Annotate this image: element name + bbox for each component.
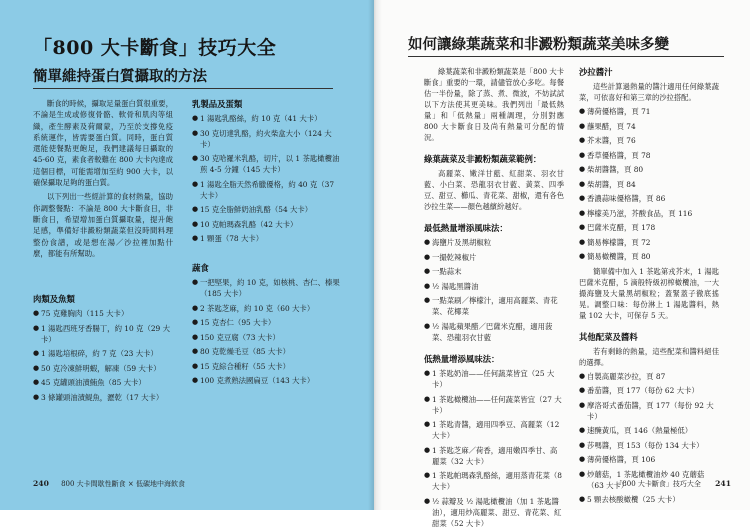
page-number: 241 xyxy=(715,479,731,488)
list-item xyxy=(33,348,171,359)
bullet-icon: ● xyxy=(192,278,199,286)
title-divider xyxy=(33,88,333,89)
meat-section xyxy=(33,293,171,406)
list-item xyxy=(424,237,564,248)
min-cal-heading: 最低熱量增添風味法： xyxy=(424,223,508,233)
list-item xyxy=(192,219,340,230)
bullet-icon: ● xyxy=(424,445,431,454)
list-item xyxy=(192,113,340,124)
list-item xyxy=(579,222,719,233)
item-text: 100 克煮熟法國扁豆（143 大卡） xyxy=(200,376,315,385)
list-item xyxy=(579,371,719,382)
list-item xyxy=(33,392,171,403)
bullet-icon: ● xyxy=(424,496,431,505)
item-text: 香草優格醬，頁 78 xyxy=(587,150,651,160)
list-item xyxy=(192,128,340,150)
page-number: 240 xyxy=(33,479,49,488)
other-intro: 若有剩餘的熱量，這些配菜和醬料絕佳的選擇。 xyxy=(579,346,719,367)
item-text: 1 茶匙橄欖油——任何蔬菜皆宜（27 大卡） xyxy=(432,394,562,415)
list-item xyxy=(192,332,340,343)
item-text: 檸檬美乃滋，芥酸食品，頁 116 xyxy=(587,208,693,218)
chapter-title: 「800 大卡斷食」技巧大全 xyxy=(33,37,277,59)
item-text: 1 茶匙青醬，適用四季豆、高麗菜（12 大卡） xyxy=(432,420,560,440)
item-text: 蘸果醋，頁 74 xyxy=(587,121,636,131)
list-item xyxy=(579,237,719,248)
list-item xyxy=(579,251,719,262)
bullet-icon: ● xyxy=(579,371,586,380)
bullet-icon: ● xyxy=(192,318,199,326)
right-footer xyxy=(615,479,731,489)
bullet-icon: ● xyxy=(424,252,431,261)
item-text: 1 顆蛋（78 大卡） xyxy=(200,234,264,243)
intro-paragraph: 斷食的時候，攝取足量蛋白質很重要，不論是生成或修復骨骼、軟骨和肌肉等組織，產生酵素及荷爾蒙，乃至於支撐免疫系統運作，皆需要蛋白質。同時，蛋白質還能使餐點更飽足，我們建議每日攝取的 45-60 克，素食者較難在 800 大卡內達成這個目標，可能需增加至約 900 大卡，以確保攝取足夠的蛋白質。 xyxy=(33,99,173,188)
list-item xyxy=(424,394,564,416)
list-item xyxy=(192,277,340,299)
dips-intro: 這些計算過熱量的醬汁適用任何綠葉蔬菜，可依喜好和第三章的沙拉搭配。 xyxy=(579,82,719,102)
list-item xyxy=(192,153,340,175)
bullet-icon: ● xyxy=(192,303,199,312)
item-text: 10 克帕瑪森乳酪（42 大卡） xyxy=(200,219,298,229)
right-page-title: 如何讓綠葉蔬菜和非澱粉類蔬菜美味多變 xyxy=(408,36,669,53)
bullet-icon: ● xyxy=(33,323,40,332)
spacer xyxy=(424,346,564,353)
veg-heading: 蔬食 xyxy=(192,263,209,273)
right-intro: 綠葉蔬菜和非澱粉類蔬菜是「800 大卡斷食」重要的一環，請儘管放心多吃。每餐估一半份量，除了蒸、煮、微波，不妨試試以下方法使其更美味。我們列出「最低熱量」和「低熱量」兩種調理，分別對應 800 大卡斷食日及尚有熱量可分配的情況。 xyxy=(424,67,564,142)
bullet-icon: ● xyxy=(33,363,40,372)
list-item xyxy=(192,204,340,215)
bullet-icon: ● xyxy=(579,150,586,159)
bullet-icon: ● xyxy=(579,136,586,144)
bullet-icon: ● xyxy=(579,386,586,394)
item-text: 薄荷優格醬，頁 71 xyxy=(587,107,651,116)
item-text: 1 湯匙全脂天然希臘優格，約 40 克（37 大卡） xyxy=(200,179,335,200)
item-text: 簡易檸檬醬，頁 72 xyxy=(587,237,651,247)
list-item xyxy=(424,419,564,441)
list-item xyxy=(192,346,340,357)
bullet-icon: ● xyxy=(579,208,586,217)
bullet-icon: ● xyxy=(424,420,431,428)
item-text: 一點蒜末 xyxy=(432,267,462,276)
list-item xyxy=(579,121,719,132)
list-item xyxy=(192,361,340,372)
bullet-icon: ● xyxy=(424,238,431,246)
meat-heading: 肉類及魚類 xyxy=(33,294,75,304)
item-text: 15 克綜合種籽（55 大卡） xyxy=(200,361,291,371)
veg-section xyxy=(192,262,340,390)
list-item xyxy=(579,135,719,146)
leafy-heading: 綠葉蔬菜及非澱粉類蔬菜範例： xyxy=(424,154,542,164)
item-text: 1 茶匙芝麻／荷香，適用嫩四季甘、高麗菜（32 大卡） xyxy=(432,445,558,466)
item-text: ½ 蒜瓣及 ½ 湯匙橄欖油（加 1 茶匙醬油），適用炒高麗菜、甜豆、青花菜、紅甜菜（52 大卡） xyxy=(432,496,562,528)
list-item xyxy=(424,368,564,390)
bullet-icon: ● xyxy=(192,128,199,137)
list-item xyxy=(579,164,719,175)
list-item xyxy=(579,106,719,117)
item-text: 一點菜刷／檸檬汁，適用高麗菜、青花菜、花椰菜 xyxy=(432,296,558,316)
item-text: ½ 湯匙黑醬油 xyxy=(432,281,479,291)
bullet-icon: ● xyxy=(579,426,586,434)
list-item xyxy=(33,363,171,374)
right-column-2 xyxy=(579,66,719,509)
item-text: 30 克哈羅米乳酪，切片，以 1 茶匙橄欖油煎 4-5 分鐘（145 大卡） xyxy=(200,154,340,174)
bullet-icon: ● xyxy=(424,281,431,290)
bullet-icon: ● xyxy=(192,179,199,188)
list-item xyxy=(579,385,719,396)
leafy-text: 高麗菜、嫩洋甘藍、紅甜菜、羽衣甘藍、小白菜、恐龍羽衣甘藍、黃菜、四季豆、甜豆、櫛瓜、青花菜、甜椒，還有各色沙拉生菜——顏色越繽紛越好。 xyxy=(424,169,564,211)
list-item xyxy=(579,440,719,451)
bullet-icon: ● xyxy=(192,114,199,122)
dressing-text: 簡單備中加入 1 茶匙第戎芥末，1 湯匙巴薩米克醋，5 滴般特級初榨橄欖油，一大撮海鹽及大量黑胡椒粒；蓋緊蓋子徹底搖晃。調整口味：每份淋上 1 湯匙醬料，熱量 102 大卡，可保存 5 天。 xyxy=(579,266,719,320)
item-text: 15 克全脂鮮奶油乳酪（54 大卡） xyxy=(200,205,313,214)
bullet-icon: ● xyxy=(33,378,40,386)
item-text: 75 克雞胸肉（115 大卡） xyxy=(41,309,129,318)
list-item xyxy=(579,400,719,422)
item-text: 海鹽片及黑胡椒粒 xyxy=(432,238,492,247)
item-text: 炒蘑菇，1 茶匙橄欖油炒 40 克蘑菇（63 大卡） xyxy=(587,469,705,490)
item-text: 50 克冷凍鮮明蝦，解凍（59 大卡） xyxy=(41,363,161,373)
list-item xyxy=(424,445,564,467)
intro-text xyxy=(33,98,173,262)
bullet-icon: ● xyxy=(579,469,586,478)
list-item xyxy=(579,150,719,161)
bullet-icon: ● xyxy=(33,349,40,357)
dips-heading: 沙拉醬汁 xyxy=(579,67,613,77)
item-text: 摩洛哥式番茄醬，頁 177（每份 92 大卡） xyxy=(587,400,714,421)
bullet-icon: ● xyxy=(192,347,199,355)
right-column-1 xyxy=(424,66,564,532)
bullet-icon: ● xyxy=(579,252,586,260)
spacer xyxy=(424,146,564,153)
list-item xyxy=(579,454,719,465)
list-item xyxy=(424,295,564,317)
left-footer xyxy=(33,479,185,489)
bullet-icon: ● xyxy=(424,296,431,304)
bullet-icon: ● xyxy=(579,455,586,463)
bullet-icon: ● xyxy=(192,332,199,341)
item-text: 45 克罐頭油漬鮪魚（85 大卡） xyxy=(41,378,146,387)
item-text: 2 茶匙芝麻，約 10 克（60 大卡） xyxy=(200,303,315,313)
item-text: 速醃黃瓜，頁 146（熱量極低） xyxy=(587,426,693,435)
item-text: 15 克杏仁（95 大卡） xyxy=(200,318,276,327)
bullet-icon: ● xyxy=(424,369,431,377)
item-text: 1 茶匙奶油——任何蔬菜皆宜（25 大卡） xyxy=(432,369,555,389)
other-heading: 其他配菜及醬料 xyxy=(579,331,638,342)
bullet-icon: ● xyxy=(192,376,199,384)
bullet-icon: ● xyxy=(33,309,40,317)
spacer xyxy=(424,215,564,222)
item-text: 30 克切達乳酪，約火柴盒大小（124 大卡） xyxy=(200,128,332,149)
item-text: 莎嗎醬，頁 153（每份 134 大卡） xyxy=(587,440,704,450)
list-item xyxy=(424,281,564,292)
list-item xyxy=(579,425,719,436)
item-text: 簡易橄欖醬，頁 80 xyxy=(587,252,651,261)
list-item xyxy=(579,208,719,219)
list-item xyxy=(33,308,171,319)
list-item xyxy=(192,303,340,314)
item-text: 1 湯匙培根碎，約 7 克（23 大卡） xyxy=(41,349,158,358)
running-title: 「800 大卡斷食」技巧大全 xyxy=(615,480,701,488)
item-text: 柴胡醬，頁 84 xyxy=(587,179,636,189)
bullet-icon: ● xyxy=(579,165,586,173)
bullet-icon: ● xyxy=(424,471,431,479)
bullet-icon: ● xyxy=(424,321,431,330)
bullet-icon: ● xyxy=(579,121,586,130)
list-item xyxy=(424,266,564,277)
spacer xyxy=(579,324,719,331)
bullet-icon: ● xyxy=(192,205,199,213)
intro-paragraph: 以下列出一些經計算的食材熱量，協助你調整餐點：不論是 800 大卡斷食日，非斷食日，希望增加蛋白質攝取量，提升飽足感，準備好非澱粉類蔬菜但沒時間料理整份食譜，或是想在湯／沙拉裡加點什麼，都能有所幫助。 xyxy=(33,192,173,258)
item-text: 番茄醬，頁 177（每份 62 大卡） xyxy=(587,386,699,395)
item-text: 薄荷優格醬，頁 106 xyxy=(587,455,656,464)
bullet-icon: ● xyxy=(579,194,586,202)
bullet-icon: ● xyxy=(192,234,199,242)
list-item xyxy=(33,377,171,388)
bullet-icon: ● xyxy=(579,440,586,449)
item-text: 柴胡醬醬，頁 80 xyxy=(587,165,644,174)
bullet-icon: ● xyxy=(579,495,586,503)
item-text: 3 條罐頭油漬鯷魚，瀝乾（17 大卡） xyxy=(41,392,164,402)
list-item xyxy=(579,193,719,204)
bullet-icon: ● xyxy=(579,400,586,409)
item-text: 香濃蒜味優格醬，頁 86 xyxy=(587,194,666,203)
list-item xyxy=(192,375,340,386)
item-text: 1 湯匙西班牙香腸丁，約 10 克（29 大卡） xyxy=(41,323,170,344)
list-item xyxy=(424,321,564,343)
item-text: ½ 湯匙蘋果醋／巴薩米克醋，適用菠菜、恐龍羽衣甘藍 xyxy=(432,321,553,342)
item-text: 150 克豆腐（73 大卡） xyxy=(200,332,280,342)
item-text: 1 湯匙乳酪絲，約 10 克（41 大卡） xyxy=(200,114,322,123)
list-item xyxy=(424,252,564,263)
list-item xyxy=(424,496,564,529)
bullet-icon: ● xyxy=(579,107,586,115)
dairy-heading: 乳製品及蛋類 xyxy=(192,99,243,109)
right-title-divider xyxy=(408,56,724,57)
item-text: 1 茶匙帕瑪森乳酪絲，適用蒸青花菜（8 大卡） xyxy=(432,471,563,491)
left-subtitle: 簡單維持蛋白質攝取的方法 xyxy=(33,68,207,85)
bullet-icon: ● xyxy=(424,394,431,403)
low-cal-heading: 低熱量增添風味法： xyxy=(424,354,500,364)
bullet-icon: ● xyxy=(192,219,199,228)
item-text: 芥末醬，頁 76 xyxy=(587,136,636,145)
dairy-section xyxy=(192,98,340,248)
running-title: 800 大卡間歇性斷食 × 低碳地中海飲食 xyxy=(61,480,185,488)
list-item xyxy=(192,317,340,328)
list-item xyxy=(579,494,719,505)
item-text: 一撮乾辣椒片 xyxy=(432,252,477,262)
item-text: 自製高麗菜沙拉，頁 87 xyxy=(587,371,666,381)
bullet-icon: ● xyxy=(424,267,431,275)
item-text: 80 克乾燥毛豆（85 大卡） xyxy=(200,347,291,356)
bullet-icon: ● xyxy=(579,179,586,188)
list-item xyxy=(33,323,171,345)
bullet-icon: ● xyxy=(33,392,40,401)
bullet-icon: ● xyxy=(192,361,199,370)
bullet-icon: ● xyxy=(192,154,199,162)
book-gutter xyxy=(368,0,382,510)
bullet-icon: ● xyxy=(579,223,586,231)
list-item xyxy=(579,179,719,190)
list-item xyxy=(424,470,564,492)
list-item xyxy=(192,179,340,201)
item-text: 5 顆去核酸橄欖（25 大卡） xyxy=(587,495,680,504)
list-item xyxy=(192,233,340,244)
bullet-icon: ● xyxy=(579,237,586,246)
item-text: 一把堅果，約 10 克，如核桃、杏仁、榛果（185 大卡） xyxy=(200,278,340,298)
item-text: 巴薩米克醋，頁 178 xyxy=(587,223,656,232)
